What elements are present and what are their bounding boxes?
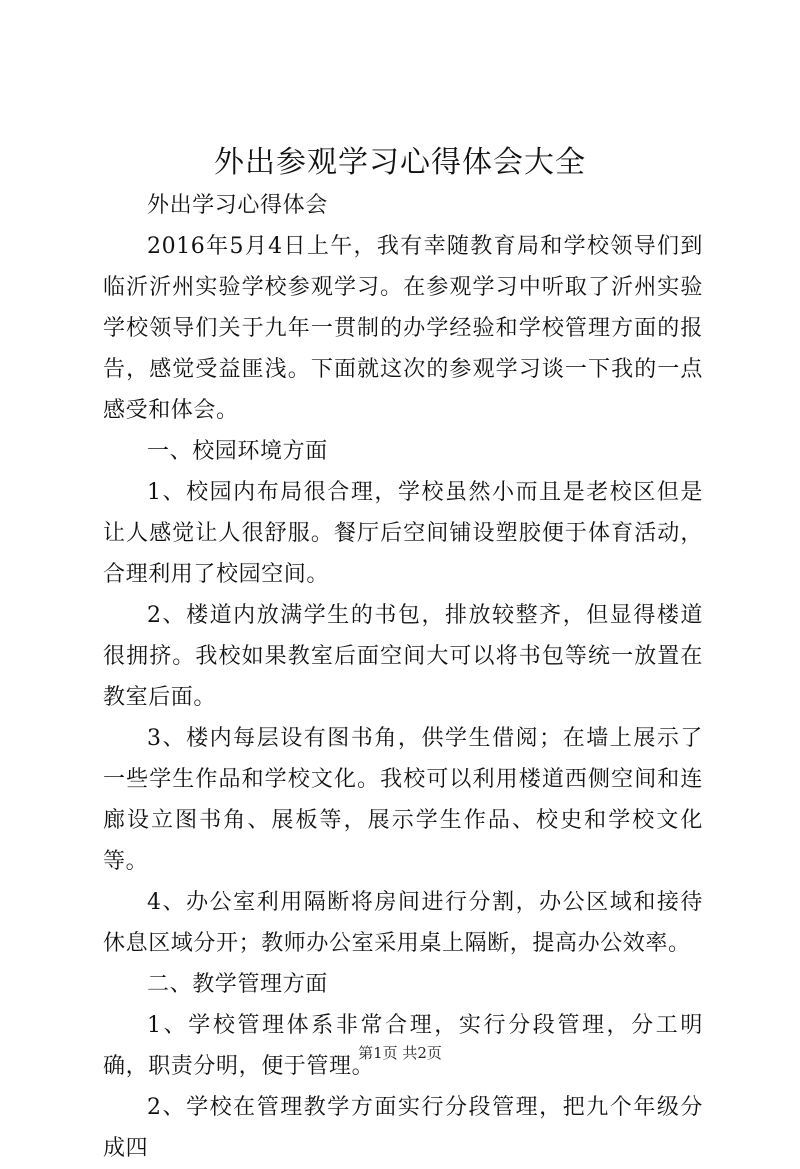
paragraph-grade-segments: 2、学校在管理教学方面实行分段管理，把九个年级分成四 [103,1095,703,1161]
document-body [103,185,703,1169]
document-title: 外出参观学习心得体会大全 [214,145,586,180]
paragraph-corridor-bags: 2、楼道内放满学生的书包，排放较整齐，但显得楼道很拥挤。我校如果教室后面空间大可以将书包等统一放置在教室后面。 [103,603,703,710]
section-heading-campus-environment: 一、校园环境方面 [147,439,328,464]
paragraph-office-partition: 4、办公室利用隔断将房间进行分割，办公区域和接待休息区域分开；教师办公室采用桌上隔断，提高办公效率。 [103,890,703,956]
page-number-footer: 第1页 共2页 [358,1044,442,1062]
paragraph-management-system: 1、学校管理体系非常合理，实行分段管理，分工明确，职责分明，便于管理。 [103,1013,703,1079]
paragraph-book-corner: 3、楼内每层设有图书角，供学生借阅；在墙上展示了一些学生作品和学校文化。我校可以利用楼道西侧空间和连廊设立图书角、展板等，展示学生作品、校史和学校文化等。 [103,726,703,874]
paragraph-intro: 2016年5月4日上午，我有幸随教育局和学校领导们到临沂沂州实验学校参观学习。在参观学习中听取了沂州实验学校领导们关于九年一贯制的办学经验和学校管理方面的报告，感觉受益匪浅。下面就这次的参观学习谈一下我的一点感受和体会。 [103,234,703,423]
paragraph-campus-layout: 1、校园内布局很合理，学校虽然小而且是老校区但是让人感觉让人很舒服。餐厅后空间铺设塑胶便于体育活动，合理利用了校园空间。 [103,480,703,587]
paragraph-subtitle: 外出学习心得体会 [147,193,328,218]
section-heading-teaching-management: 二、教学管理方面 [147,972,328,997]
